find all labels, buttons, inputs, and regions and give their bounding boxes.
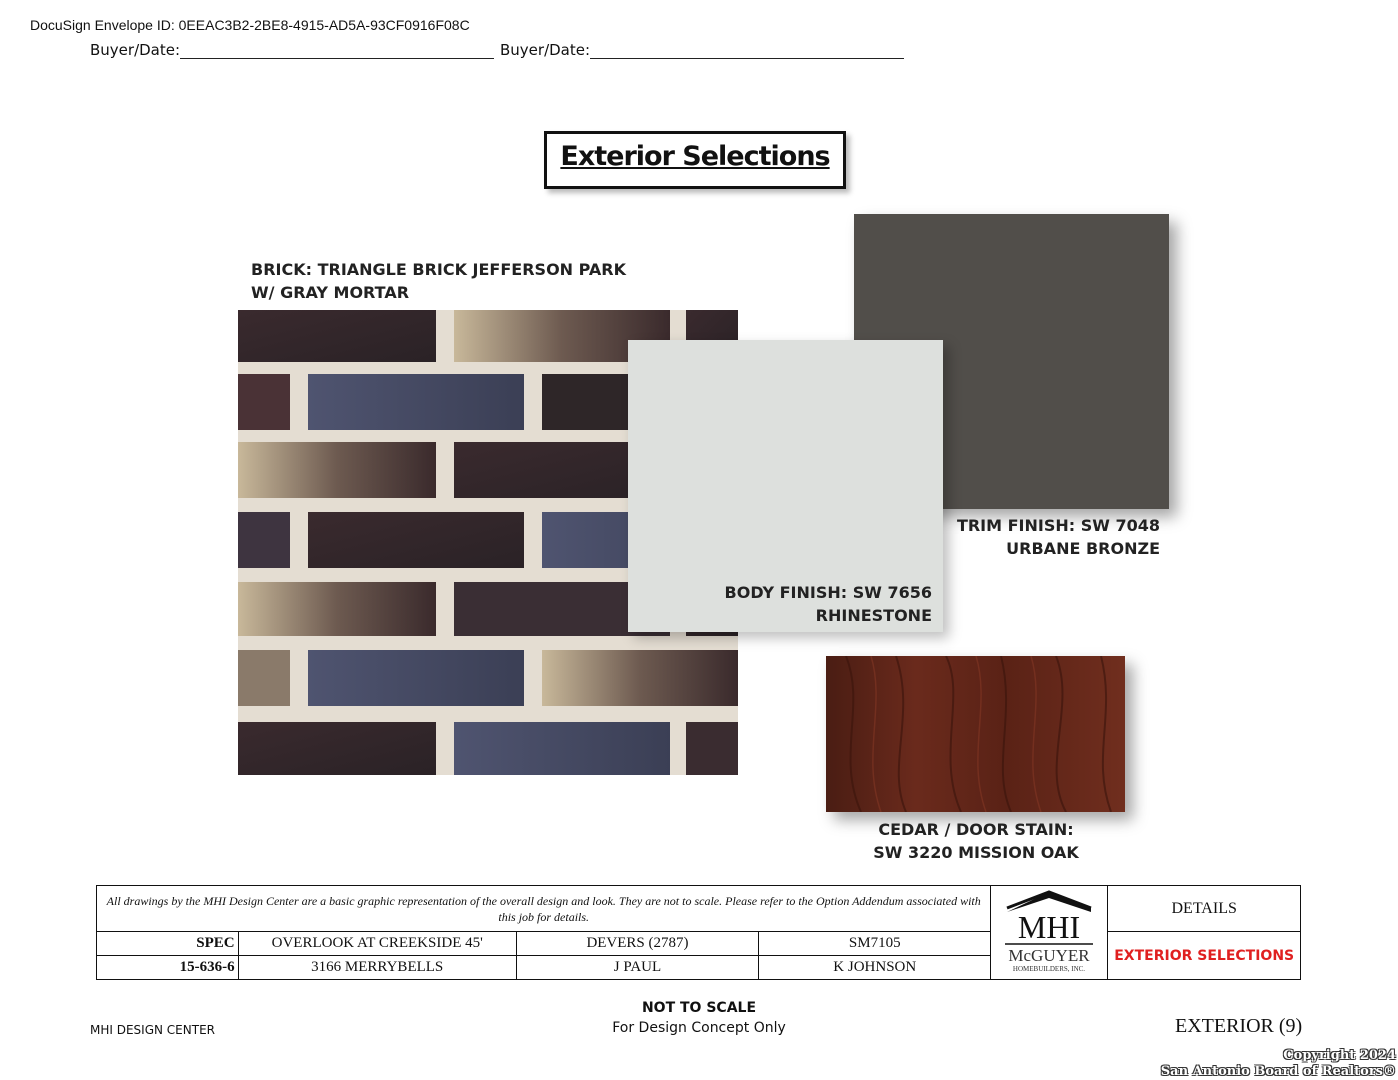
not-to-scale: NOT TO SCALE: [641, 1000, 757, 1016]
brick-label: [251, 258, 626, 304]
trim-label-line1: TRIM FINISH: SW 7048: [956, 516, 1160, 535]
body-label-line2: RHINESTONE: [815, 606, 932, 625]
mhi-logo: [999, 886, 1099, 974]
cedar-stain-sample-image: [826, 656, 1125, 812]
details-label: DETAILS: [1108, 886, 1301, 932]
plan-name: DEVERS (2787): [516, 932, 758, 956]
signature-line-2: [590, 46, 904, 59]
buyer-date-1: [90, 41, 494, 59]
trim-label-line2: URBANE BRONZE: [1006, 539, 1160, 558]
address: 3166 MERRYBELLS: [238, 956, 516, 980]
buyer-date-label-1: Buyer/Date:: [90, 41, 181, 59]
job-number: 15-636-6: [97, 956, 239, 980]
page-label: EXTERIOR (9): [1175, 1015, 1303, 1037]
spec-label: SPEC: [97, 932, 239, 956]
body-label-line1: BODY FINISH: SW 7656: [724, 583, 932, 602]
envelope-id: DocuSign Envelope ID: 0EEAC3B2-2BE8-4915-AD5A-93CF0916F08C: [30, 17, 470, 33]
details-value: EXTERIOR SELECTIONS: [1108, 932, 1301, 980]
page-title-box: [544, 131, 846, 189]
cedar-label: [826, 818, 1126, 864]
plan-code: SM7105: [759, 932, 991, 956]
brick-label-line2: W/ GRAY MORTAR: [251, 283, 410, 302]
disclaimer-text: All drawings by the MHI Design Center are a basic graphic representation of the overall design and look. They are not to scale. Please refer to the Option Addendum associated with this job for details.: [97, 886, 991, 932]
title-block: [96, 885, 1301, 980]
company-logo: [991, 886, 1108, 980]
cedar-label-line2: SW 3220 MISSION OAK: [873, 843, 1079, 862]
person-1: J PAUL: [516, 956, 758, 980]
brick-label-line1: BRICK: TRIANGLE BRICK JEFFERSON PARK: [251, 260, 626, 279]
logo-name: McGUYER: [1008, 946, 1090, 965]
design-concept: For Design Concept Only: [612, 1020, 786, 1036]
body-label: [700, 581, 932, 627]
buyer-date-label-2: Buyer/Date:: [500, 41, 591, 59]
logo-mark: MHI: [1018, 909, 1081, 945]
trim-label: [930, 514, 1160, 560]
cedar-label-line1: CEDAR / DOOR STAIN:: [878, 820, 1074, 839]
footer-center: [549, 1000, 849, 1036]
page-title: Exterior Selections: [560, 141, 830, 172]
footer-left: MHI DESIGN CENTER: [90, 1023, 215, 1037]
copyright-line-1: Copyright 2024: [1283, 1048, 1396, 1063]
buyer-date-2: [500, 41, 904, 59]
logo-sub: HOMEBUILDERS, INC.: [1013, 965, 1086, 973]
person-2: K JOHNSON: [759, 956, 991, 980]
signature-line-1: [180, 46, 494, 59]
community-name: OVERLOOK AT CREEKSIDE 45': [238, 932, 516, 956]
copyright-line-2: San Antonio Board of Realtors®: [1160, 1064, 1396, 1079]
